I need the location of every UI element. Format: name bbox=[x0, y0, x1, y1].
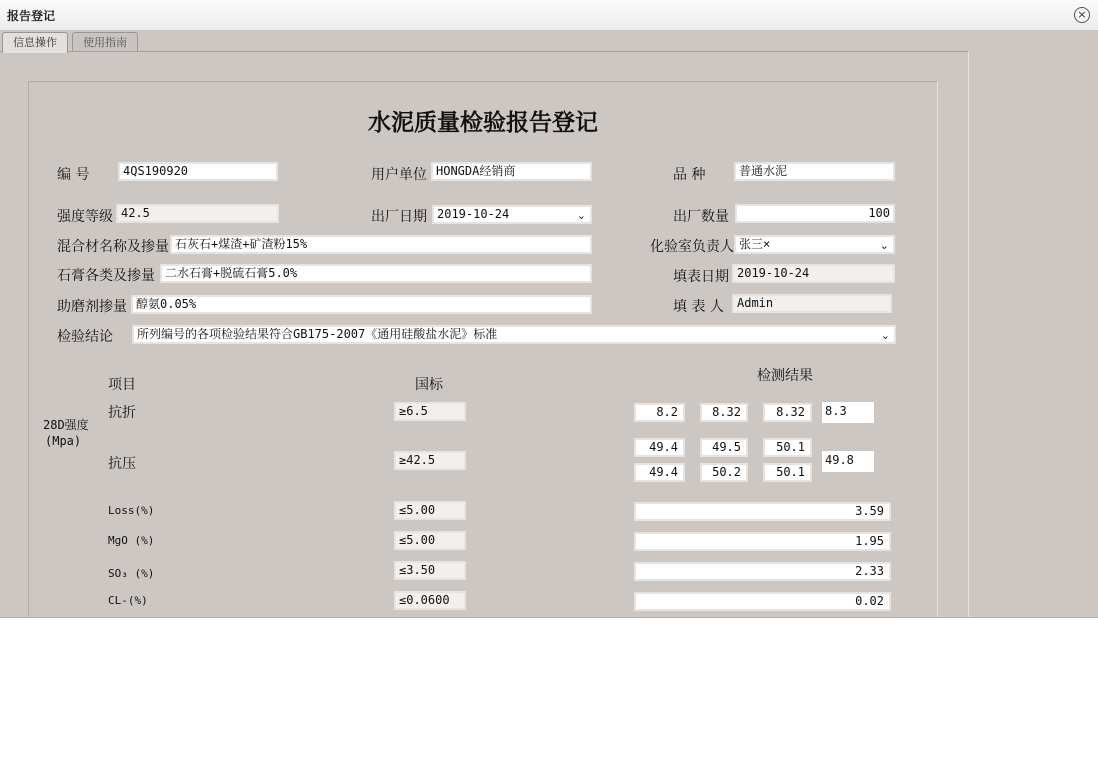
strength-grade-label: 强度等级 bbox=[57, 209, 113, 225]
so3-standard-field[interactable]: ≤3.50 bbox=[394, 561, 466, 580]
loss-standard-field[interactable]: ≤5.00 bbox=[394, 501, 466, 520]
compressive-standard-field[interactable]: ≥42.5 bbox=[394, 451, 466, 470]
cl-standard-field[interactable]: ≤0.0600 bbox=[394, 591, 466, 610]
variety-field[interactable]: 普通水泥 bbox=[734, 162, 895, 181]
item-header: 项目 bbox=[108, 377, 136, 393]
fill-date-field[interactable]: 2019-10-24 bbox=[732, 264, 895, 283]
conclusion-select[interactable] bbox=[132, 325, 896, 344]
number-label: 编 号 bbox=[57, 167, 90, 183]
admixture-label: 混合材名称及掺量 bbox=[57, 239, 169, 255]
ship-date-value: 2019-10-24 bbox=[437, 207, 510, 221]
flexural-result-1[interactable]: 8.2 bbox=[634, 403, 685, 422]
title-bar bbox=[0, 0, 1098, 31]
chevron-down-icon[interactable]: ⌄ bbox=[576, 209, 586, 222]
cl-result-field[interactable]: 0.02 bbox=[634, 592, 891, 611]
tab-info-operation[interactable]: 信息操作 bbox=[2, 32, 68, 53]
flexural-result-3[interactable]: 8.32 bbox=[763, 403, 812, 422]
lab-head-select[interactable] bbox=[734, 235, 895, 254]
ship-date-picker[interactable] bbox=[432, 205, 592, 224]
mgo-standard-field[interactable]: ≤5.00 bbox=[394, 531, 466, 550]
lab-head-label: 化验室负责人 bbox=[650, 239, 734, 255]
ship-date-label: 出厂日期 bbox=[371, 209, 427, 225]
tab-user-guide[interactable]: 使用指南 bbox=[72, 32, 138, 52]
flexural-average[interactable]: 8.3 bbox=[822, 402, 874, 423]
compressive-result-r2-1[interactable]: 49.4 bbox=[634, 463, 685, 482]
ship-qty-field[interactable]: 100 bbox=[735, 204, 895, 223]
flexural-result-2[interactable]: 8.32 bbox=[700, 403, 748, 422]
compressive-result-r1-1[interactable]: 49.4 bbox=[634, 438, 685, 457]
loss-label: Loss(%) bbox=[108, 504, 155, 517]
customer-label: 用户单位 bbox=[371, 167, 427, 183]
filler-field[interactable]: Admin bbox=[732, 294, 892, 313]
flexural-standard-field[interactable]: ≥6.5 bbox=[394, 402, 466, 421]
so3-label: SO₃ (%) bbox=[108, 567, 155, 580]
result-header: 检测结果 bbox=[757, 368, 813, 384]
compressive-result-r2-2[interactable]: 50.2 bbox=[700, 463, 748, 482]
number-field[interactable]: 4QS190920 bbox=[118, 162, 278, 181]
lab-head-value: 张三× bbox=[739, 237, 771, 251]
variety-label: 品 种 bbox=[673, 167, 706, 183]
grinding-aid-label: 助磨剂掺量 bbox=[57, 299, 127, 315]
compressive-result-r1-2[interactable]: 49.5 bbox=[700, 438, 748, 457]
conclusion-value: 所列编号的各项检验结果符合GB175-2007《通用硅酸盐水泥》标准 bbox=[137, 327, 498, 341]
compressive-average[interactable]: 49.8 bbox=[822, 451, 874, 472]
filler-label: 填 表 人 bbox=[673, 299, 724, 315]
chevron-down-icon[interactable]: ⌄ bbox=[880, 329, 890, 342]
strength-group-unit: (Mpa) bbox=[45, 434, 82, 448]
admixture-field[interactable]: 石灰石+煤渣+矿渣粉15% bbox=[170, 235, 592, 254]
grinding-aid-field[interactable]: 醇氨0.05% bbox=[131, 295, 592, 314]
fill-date-label: 填表日期 bbox=[673, 269, 729, 285]
chevron-down-icon[interactable]: ⌄ bbox=[879, 239, 889, 252]
gypsum-field[interactable]: 二水石膏+脱硫石膏5.0% bbox=[160, 264, 592, 283]
flexural-label: 抗折 bbox=[108, 405, 136, 421]
conclusion-label: 检验结论 bbox=[57, 329, 113, 345]
loss-result-field[interactable]: 3.59 bbox=[634, 502, 891, 521]
gypsum-label: 石膏各类及掺量 bbox=[57, 268, 155, 284]
compressive-label: 抗压 bbox=[108, 456, 136, 472]
page-title: 水泥质量检验报告登记 bbox=[368, 110, 598, 136]
mgo-result-field[interactable]: 1.95 bbox=[634, 532, 891, 551]
standard-header: 国标 bbox=[415, 377, 443, 393]
ship-qty-label: 出厂数量 bbox=[673, 209, 729, 225]
customer-field[interactable]: HONGDA经销商 bbox=[431, 162, 592, 181]
close-icon[interactable]: × bbox=[1074, 7, 1090, 23]
compressive-result-r2-3[interactable]: 50.1 bbox=[763, 463, 812, 482]
cl-label: CL-(%) bbox=[108, 594, 148, 607]
mgo-label: MgO (%) bbox=[108, 534, 155, 547]
window-title: 报告登记 bbox=[7, 9, 56, 23]
compressive-result-r1-3[interactable]: 50.1 bbox=[763, 438, 812, 457]
so3-result-field[interactable]: 2.33 bbox=[634, 562, 891, 581]
strength-grade-field[interactable]: 42.5 bbox=[116, 204, 279, 223]
strength-group-label: 28D强度 bbox=[43, 418, 89, 432]
